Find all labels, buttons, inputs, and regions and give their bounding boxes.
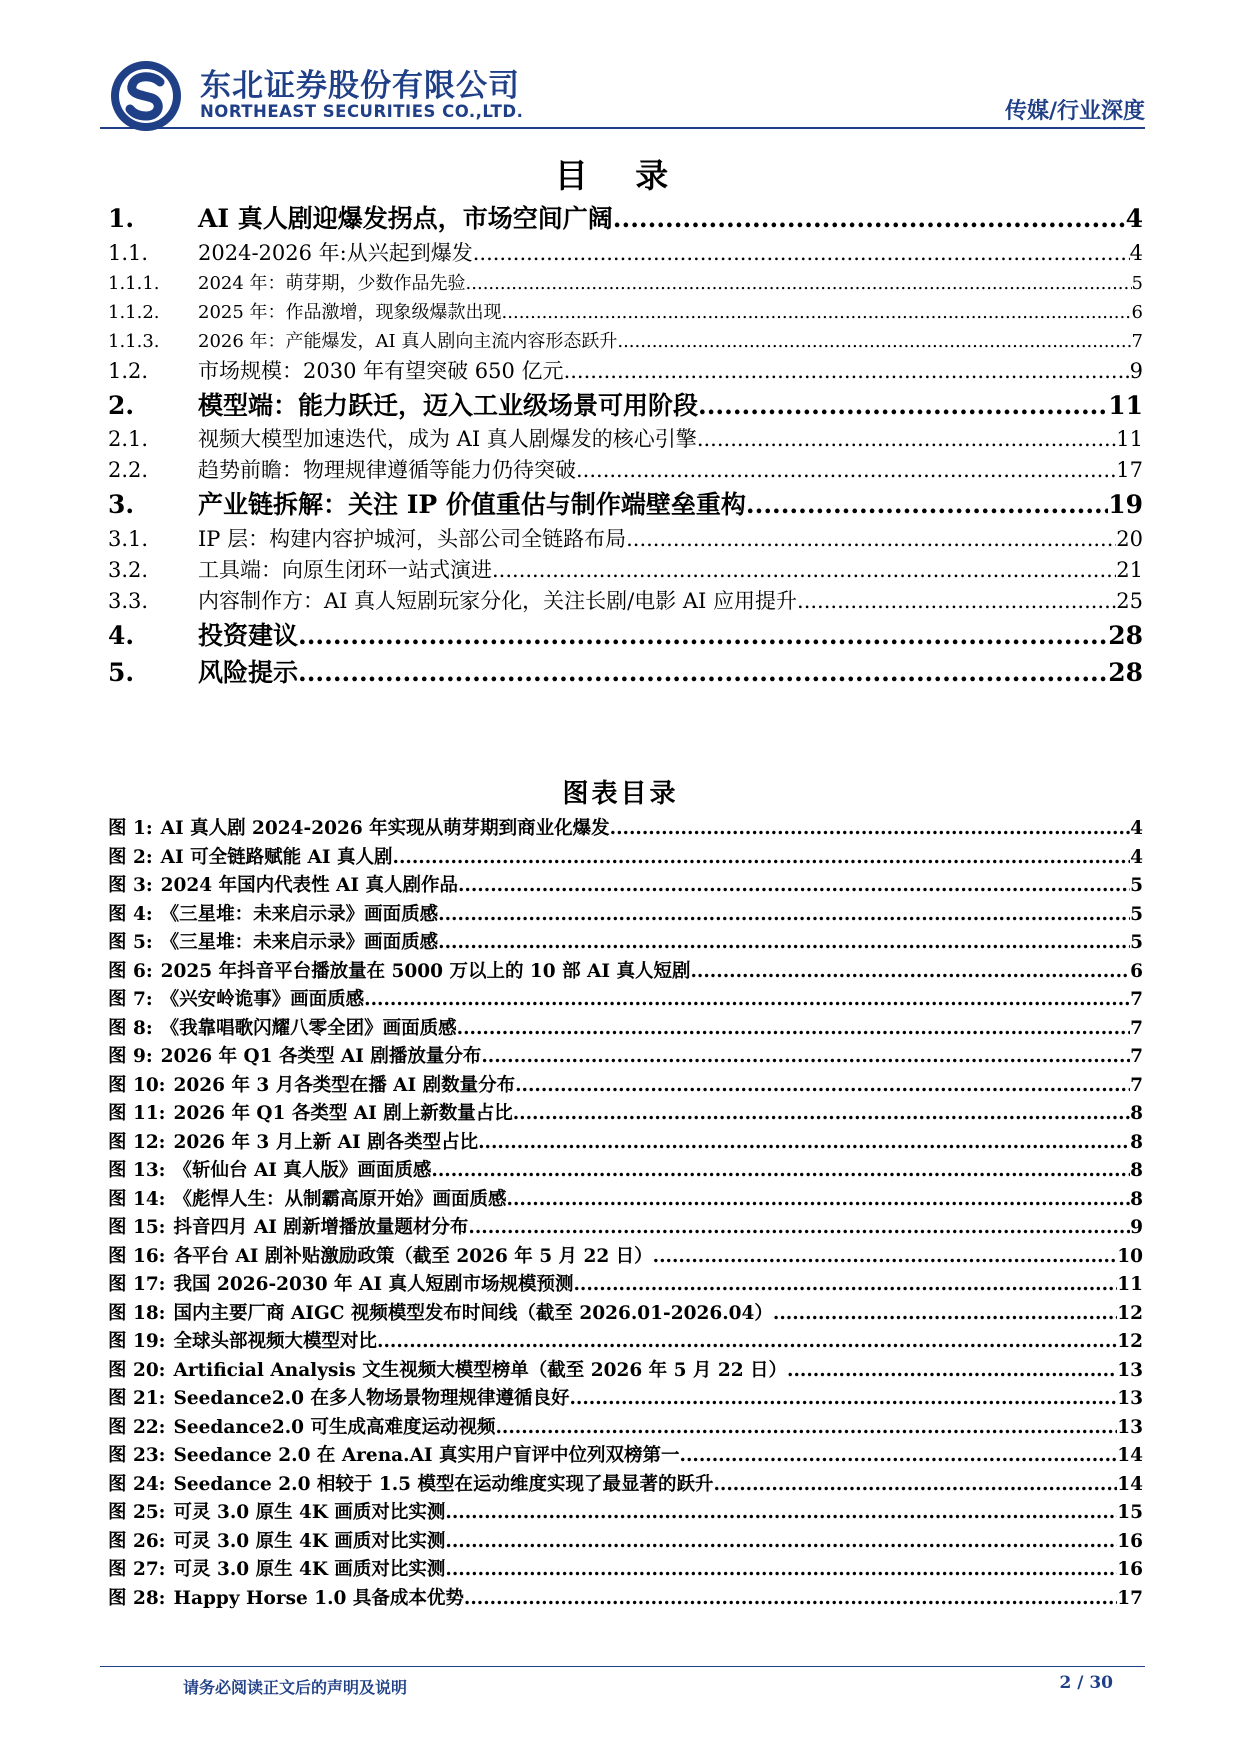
entry-title: 2026 年：产能爆发，AI 真人剧向主流内容形态跃升 <box>198 330 618 352</box>
toc-entry[interactable] <box>108 586 1143 617</box>
entry-title: AI 真人剧迎爆发拐点，市场空间广阔 <box>198 204 613 233</box>
dot-leader <box>457 1015 1130 1044</box>
entry-title: 产业链拆解：关注 IP 价值重估与制作端壁垒重构 <box>198 490 746 519</box>
entry-page: 5 <box>1131 272 1143 294</box>
entry-number: 图 1: <box>108 818 153 839</box>
toc-entry[interactable] <box>108 200 1143 238</box>
figure-entry[interactable] <box>108 1157 1143 1186</box>
entry-number: 图 19: <box>108 1331 166 1352</box>
entry-page: 25 <box>1116 588 1143 613</box>
entry-title: 投资建议 <box>198 620 299 650</box>
dot-leader <box>473 238 1130 269</box>
entry-title: 可灵 3.0 原生 4K 画质对比实测 <box>173 1502 446 1523</box>
entry-page: 16 <box>1117 1559 1143 1580</box>
toc-entry[interactable] <box>108 555 1143 586</box>
entry-number: 图 2: <box>108 846 153 868</box>
entry-page: 4 <box>1130 818 1143 839</box>
entry-page: 5 <box>1130 875 1143 896</box>
toc-entry[interactable] <box>108 424 1143 455</box>
entry-number: 2.2. <box>108 458 149 482</box>
figure-entry[interactable] <box>108 1414 1143 1443</box>
toc-entry[interactable] <box>108 524 1143 555</box>
dot-leader <box>617 327 1131 356</box>
entry-title: 模型端：能力跃迁，迈入工业级场景可用阶段 <box>198 390 699 420</box>
entry-number: 图 25: <box>108 1502 166 1523</box>
entry-title: Seedance2.0 可生成高难度运动视频 <box>173 1416 496 1438</box>
entry-number: 3. <box>108 490 135 519</box>
figure-entry[interactable] <box>108 1357 1143 1386</box>
entry-number: 图 28: <box>108 1587 166 1609</box>
dot-leader <box>573 1271 1117 1300</box>
entry-number: 2.1. <box>108 427 149 451</box>
toc-entry[interactable] <box>108 327 1143 356</box>
dot-leader <box>787 1357 1117 1386</box>
figure-entry[interactable] <box>108 1499 1143 1528</box>
entry-title: 2026 年 Q1 各类型 AI 剧播放量分布 <box>160 1046 482 1067</box>
entry-number: 3.1. <box>108 526 149 551</box>
entry-number: 5. <box>108 658 135 687</box>
entry-page: 12 <box>1117 1302 1143 1324</box>
dot-leader <box>445 1499 1117 1528</box>
entry-number: 图 12: <box>108 1131 166 1153</box>
entry-title: 2026 年 3 月各类型在播 AI 剧数量分布 <box>173 1074 516 1096</box>
entry-page: 5 <box>1130 932 1143 953</box>
entry-page: 4 <box>1130 846 1143 868</box>
entry-page: 7 <box>1130 989 1143 1010</box>
entry-page: 4 <box>1129 240 1143 265</box>
dot-leader <box>564 356 1130 387</box>
toc-entry[interactable] <box>108 298 1143 327</box>
entry-number: 1.1. <box>108 240 149 265</box>
entry-page: 7 <box>1130 1046 1143 1067</box>
entry-number: 图 10: <box>108 1074 166 1096</box>
figure-entry[interactable] <box>108 1271 1143 1300</box>
figure-entry[interactable] <box>108 1043 1143 1072</box>
entry-page: 21 <box>1116 557 1143 582</box>
entry-title: AI 真人剧 2024-2026 年实现从萌芽期到商业化爆发 <box>160 818 610 839</box>
entry-page: 13 <box>1117 1388 1143 1409</box>
figure-entry[interactable] <box>108 1442 1143 1471</box>
entry-title: 工具端：向原生闭环一站式演进 <box>198 557 492 582</box>
figure-entry[interactable] <box>108 1100 1143 1129</box>
entry-page: 28 <box>1108 658 1143 687</box>
toc-title: 目 录 <box>554 156 687 195</box>
entry-title: IP 层：构建内容护城河，头部公司全链路布局 <box>198 526 627 551</box>
entry-page: 7 <box>1130 1074 1143 1096</box>
entry-title: 2026 年 3 月上新 AI 剧各类型占比 <box>173 1131 479 1153</box>
dot-leader <box>458 872 1130 901</box>
entry-page: 15 <box>1117 1502 1143 1523</box>
entry-page: 6 <box>1130 960 1143 982</box>
dot-leader <box>610 815 1130 844</box>
entry-page: 4 <box>1125 204 1143 233</box>
figure-entry[interactable] <box>108 1471 1143 1500</box>
dot-leader <box>478 1129 1130 1158</box>
entry-number: 图 3: <box>108 875 153 896</box>
dot-leader <box>445 1528 1117 1557</box>
entry-title: Happy Horse 1.0 具备成本优势 <box>173 1587 464 1609</box>
table-of-contents <box>108 200 1143 692</box>
entry-number: 4. <box>108 620 135 650</box>
entry-page: 8 <box>1130 1160 1143 1181</box>
dot-leader <box>495 1414 1117 1443</box>
dot-leader <box>515 1072 1130 1101</box>
entry-title: 各平台 AI 剧补贴激励政策（截至 2026 年 5 月 22 日） <box>173 1245 653 1267</box>
entry-title: 2024 年：萌芽期，少数作品先验 <box>198 272 466 294</box>
entry-page: 9 <box>1130 1217 1143 1238</box>
entry-number: 2. <box>108 390 135 420</box>
entry-title: 市场规模：2030 年有望突破 650 亿元 <box>198 358 564 383</box>
dot-leader <box>364 986 1130 1015</box>
entry-title: 2024 年国内代表性 AI 真人剧作品 <box>160 875 458 896</box>
entry-title: Seedance2.0 在多人物场景物理规律遵循良好 <box>173 1388 570 1409</box>
figure-list <box>108 815 1143 1613</box>
toc-entry[interactable] <box>108 387 1143 425</box>
figure-entry[interactable] <box>108 1243 1143 1272</box>
entry-page: 8 <box>1130 1188 1143 1210</box>
figure-entry[interactable] <box>108 815 1143 844</box>
entry-number: 图 13: <box>108 1160 166 1181</box>
entry-number: 图 17: <box>108 1274 166 1295</box>
entry-number: 1.2. <box>108 358 149 383</box>
figure-entry[interactable] <box>108 1556 1143 1585</box>
footer-divider <box>100 1666 1145 1667</box>
figure-entry[interactable] <box>108 844 1143 873</box>
entry-number: 1.1.3. <box>108 330 160 352</box>
dot-leader <box>613 200 1126 238</box>
entry-number: 图 6: <box>108 960 153 982</box>
dot-leader <box>464 1585 1117 1614</box>
dot-leader <box>377 1328 1117 1357</box>
figure-list-title: 图表目录 <box>562 779 679 809</box>
entry-page: 14 <box>1117 1473 1143 1495</box>
entry-title: 抖音四月 AI 剧新增播放量题材分布 <box>173 1217 469 1238</box>
dot-leader <box>507 1186 1131 1215</box>
entry-number: 图 5: <box>108 932 153 953</box>
dot-leader <box>713 1471 1117 1500</box>
entry-page: 13 <box>1117 1359 1143 1381</box>
figure-entry[interactable] <box>108 1585 1143 1614</box>
dot-leader <box>468 1214 1130 1243</box>
entry-title: Artificial Analysis 文生视频大模型榜单（截至 2026 年 5 月 22 日） <box>173 1359 788 1381</box>
entry-number: 图 23: <box>108 1445 166 1466</box>
entry-title: Seedance 2.0 相较于 1.5 模型在运动维度实现了最显著的跃升 <box>173 1473 714 1495</box>
entry-page: 11 <box>1117 1274 1143 1295</box>
toc-entry[interactable] <box>108 269 1143 298</box>
entry-number: 图 4: <box>108 903 153 925</box>
dot-leader <box>797 586 1116 617</box>
dot-leader <box>746 486 1108 524</box>
page-header <box>100 50 1145 130</box>
entry-number: 1.1.1. <box>108 272 160 294</box>
entry-number: 图 26: <box>108 1530 166 1552</box>
entry-page: 8 <box>1130 1103 1143 1124</box>
entry-number: 图 16: <box>108 1245 166 1267</box>
figure-entry[interactable] <box>108 1072 1143 1101</box>
dot-leader <box>466 269 1132 298</box>
figure-entry[interactable] <box>108 1186 1143 1215</box>
figure-entry[interactable] <box>108 986 1143 1015</box>
company-name-en: NORTHEAST SECURITIES CO.,LTD. <box>200 102 524 121</box>
entry-title: 《三星堆：未来启示录》画面质感 <box>160 903 439 925</box>
entry-title: 《彪悍人生：从制霸高原开始》画面质感 <box>173 1188 507 1210</box>
dot-leader <box>626 524 1116 555</box>
figure-entry[interactable] <box>108 1528 1143 1557</box>
entry-page: 11 <box>1108 390 1143 420</box>
entry-number: 图 11: <box>108 1103 166 1124</box>
dot-leader <box>492 555 1116 586</box>
entry-title: 内容制作方：AI 真人短剧玩家分化，关注长剧/电影 AI 应用提升 <box>198 588 798 613</box>
entry-page: 6 <box>1131 301 1143 323</box>
dot-leader <box>502 298 1132 327</box>
figure-entry[interactable] <box>108 1385 1143 1414</box>
figure-entry[interactable] <box>108 1129 1143 1158</box>
entry-page: 17 <box>1117 1587 1143 1609</box>
entry-number: 3.2. <box>108 557 149 582</box>
entry-page: 9 <box>1129 358 1143 383</box>
figure-entry[interactable] <box>108 1015 1143 1044</box>
entry-page: 8 <box>1130 1131 1143 1153</box>
dot-leader <box>680 1442 1118 1471</box>
entry-number: 图 15: <box>108 1217 166 1238</box>
footer-disclaimer: 请务必阅读正文后的声明及说明 <box>183 1678 408 1697</box>
entry-page: 12 <box>1117 1331 1143 1352</box>
entry-page: 16 <box>1117 1530 1143 1552</box>
entry-title: 《三星堆：未来启示录》画面质感 <box>160 932 439 953</box>
dot-leader <box>513 1100 1130 1129</box>
page-number: 2 / 30 <box>1059 1673 1113 1693</box>
dot-leader <box>697 424 1116 455</box>
toc-entry[interactable] <box>108 356 1143 387</box>
entry-number: 图 8: <box>108 1017 153 1039</box>
entry-page: 19 <box>1108 490 1143 519</box>
company-name-cn: 东北证券股份有限公司 <box>200 68 520 104</box>
dot-leader <box>438 929 1130 958</box>
dot-leader <box>431 1157 1130 1186</box>
dot-leader <box>690 958 1130 987</box>
entry-title: 可灵 3.0 原生 4K 画质对比实测 <box>173 1530 446 1552</box>
entry-title: 《斩仙台 AI 真人版》画面质感 <box>173 1160 432 1181</box>
entry-page: 14 <box>1117 1445 1143 1466</box>
toc-entry[interactable] <box>108 238 1143 269</box>
figure-entry[interactable] <box>108 901 1143 930</box>
company-logo-icon <box>108 58 184 134</box>
entry-page: 17 <box>1116 458 1143 482</box>
entry-page: 11 <box>1116 427 1143 451</box>
report-category: 传媒/行业深度 <box>1004 99 1145 124</box>
entry-title: 2024-2026 年:从兴起到爆发 <box>198 240 473 265</box>
entry-title: AI 可全链路赋能 AI 真人剧 <box>160 846 393 868</box>
entry-number: 1.1.2. <box>108 301 160 323</box>
entry-number: 图 9: <box>108 1046 153 1067</box>
entry-title: 《我靠唱歌闪耀八零全团》画面质感 <box>160 1017 457 1039</box>
figure-entry[interactable] <box>108 929 1143 958</box>
dot-leader <box>653 1243 1118 1272</box>
dot-leader <box>481 1043 1130 1072</box>
toc-entry[interactable] <box>108 617 1143 655</box>
entry-number: 图 24: <box>108 1473 166 1495</box>
dot-leader <box>298 617 1108 655</box>
entry-number: 3.3. <box>108 588 149 613</box>
entry-number: 图 22: <box>108 1416 166 1438</box>
entry-title: 《兴安岭诡事》画面质感 <box>160 989 365 1010</box>
entry-number: 图 7: <box>108 989 153 1010</box>
entry-title: 2025 年：作品激增，现象级爆款出现 <box>198 301 502 323</box>
toc-entry[interactable] <box>108 486 1143 524</box>
entry-number: 1. <box>108 204 135 233</box>
dot-leader <box>445 1556 1117 1585</box>
entry-title: 风险提示 <box>198 658 299 687</box>
entry-number: 图 18: <box>108 1302 166 1324</box>
dot-leader <box>773 1300 1117 1329</box>
entry-page: 28 <box>1108 620 1143 650</box>
entry-page: 7 <box>1130 1017 1143 1039</box>
entry-title: 国内主要厂商 AIGC 视频模型发布时间线（截至 2026.01-2026.04） <box>173 1302 773 1324</box>
figure-entry[interactable] <box>108 872 1143 901</box>
entry-number: 图 21: <box>108 1388 166 1409</box>
toc-entry[interactable] <box>108 455 1143 486</box>
entry-title: 2026 年 Q1 各类型 AI 剧上新数量占比 <box>173 1103 513 1124</box>
dot-leader <box>698 387 1108 425</box>
dot-leader <box>393 844 1131 873</box>
entry-page: 20 <box>1116 526 1143 551</box>
entry-page: 7 <box>1131 330 1143 352</box>
dot-leader <box>569 1385 1117 1414</box>
entry-page: 10 <box>1117 1245 1143 1267</box>
header-divider <box>100 127 1145 129</box>
entry-title: Seedance 2.0 在 Arena.AI 真实用户盲评中位列双榜第一 <box>173 1445 680 1466</box>
figure-entry[interactable] <box>108 1214 1143 1243</box>
entry-title: 可灵 3.0 原生 4K 画质对比实测 <box>173 1559 446 1580</box>
entry-title: 2025 年抖音平台播放量在 5000 万以上的 10 部 AI 真人短剧 <box>160 960 691 982</box>
dot-leader <box>438 901 1130 930</box>
entry-page: 5 <box>1130 903 1143 925</box>
entry-number: 图 14: <box>108 1188 166 1210</box>
figure-entry[interactable] <box>108 1300 1143 1329</box>
entry-number: 图 20: <box>108 1359 166 1381</box>
entry-title: 我国 2026-2030 年 AI 真人短剧市场规模预测 <box>173 1274 574 1295</box>
entry-title: 全球头部视频大模型对比 <box>173 1331 378 1352</box>
figure-entry[interactable] <box>108 1328 1143 1357</box>
dot-leader <box>576 455 1116 486</box>
entry-number: 图 27: <box>108 1559 166 1580</box>
entry-page: 13 <box>1117 1416 1143 1438</box>
entry-title: 视频大模型加速迭代，成为 AI 真人剧爆发的核心引擎 <box>198 427 697 451</box>
figure-entry[interactable] <box>108 958 1143 987</box>
entry-title: 趋势前瞻：物理规律遵循等能力仍待突破 <box>198 458 576 482</box>
toc-entry[interactable] <box>108 654 1143 692</box>
dot-leader <box>298 654 1108 692</box>
